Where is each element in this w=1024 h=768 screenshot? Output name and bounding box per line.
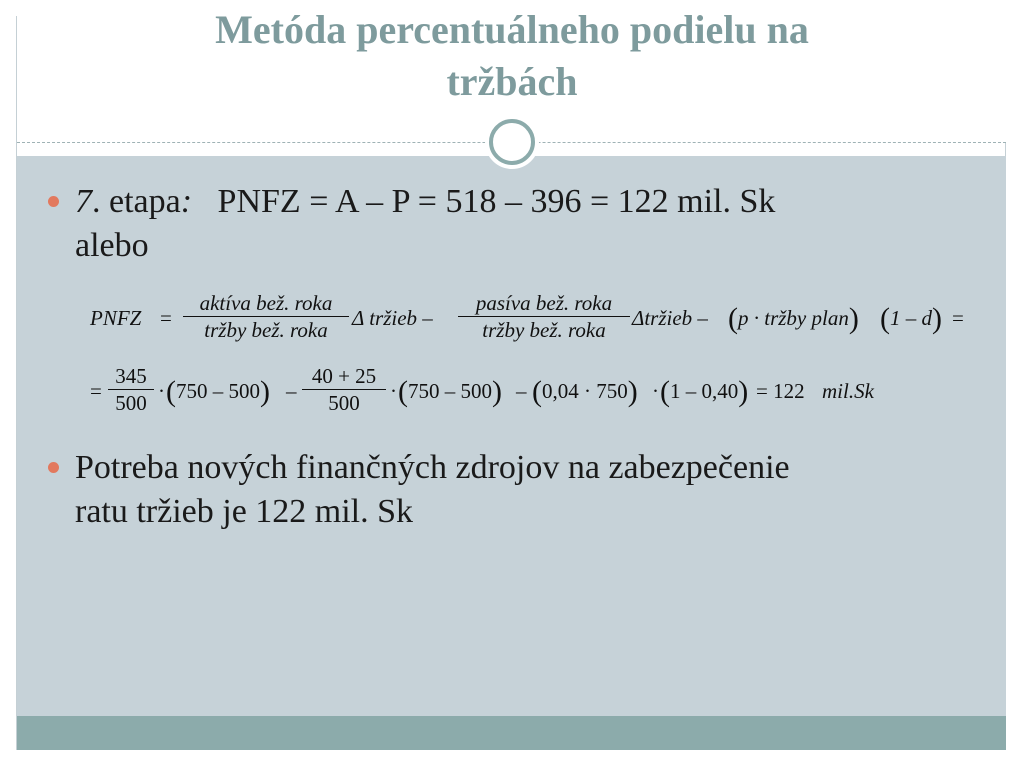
bullet-2-line-2: ratu tržieb je 122 mil. Sk [75, 493, 414, 530]
row2-eq: = [90, 379, 102, 403]
stage-equation: PNFZ = A – P = 518 – 396 = 122 mil. Sk [192, 183, 776, 220]
mult-dot-1: · [158, 379, 165, 403]
delta-sales-1: Δ tržieb – [352, 306, 433, 330]
title-line-2: tržbách [446, 59, 578, 104]
result-unit: mil.Sk [822, 379, 874, 403]
fraction-65-500 [302, 363, 386, 416]
fraction-assets [183, 290, 349, 343]
bullet-dot-1 [48, 196, 59, 207]
stage-colon: : [180, 183, 193, 220]
fraction-345-500 [108, 363, 154, 416]
slide-title [0, 4, 1024, 108]
fraction-num: 40 + 25 [311, 364, 377, 388]
minus-2: – [516, 379, 527, 403]
ring-inner [489, 119, 535, 165]
mult-dot-2: · [390, 379, 397, 403]
term-4: 1 – d [890, 306, 932, 330]
fraction-assets-num: aktíva bež. roka [199, 291, 333, 315]
mult-dot-3: · [652, 379, 659, 403]
fraction-liabilities-den: tržby bež. roka [482, 318, 606, 342]
fraction-num: 345 [115, 364, 147, 388]
bullet-dot-2 [48, 462, 59, 473]
result-value: = 122 [756, 379, 805, 403]
paren-1-content: 750 – 500 [176, 379, 260, 403]
formula-lhs: PNFZ [90, 306, 142, 330]
stage-label: . etapa [92, 183, 181, 220]
formula-eq: = [160, 306, 172, 330]
paren-750-500-b: (750 – 500) [398, 375, 502, 408]
title-line-1: Metóda percentuálneho podielu na [215, 7, 809, 52]
bullet-2-line-1: Potreba nových finančných zdrojov na zabezpečenie [75, 449, 790, 486]
paren-term-3: (p · tržby plan) [728, 302, 859, 335]
fraction-den: 500 [328, 391, 360, 415]
paren-2-content: 750 – 500 [408, 379, 492, 403]
bullet-2-text [75, 446, 975, 534]
paren-4-content: 1 – 0,40 [670, 379, 739, 403]
fraction-den: 500 [115, 391, 147, 415]
paren-1-0-40: (1 – 0,40) [660, 375, 749, 408]
bullet-1-line-1 [75, 180, 975, 224]
term-3: p · tržby plan [738, 306, 849, 330]
paren-750-500-a: (750 – 500) [166, 375, 270, 408]
bullet-1-line-2: alebo [75, 227, 149, 264]
paren-0-04-750: (0,04 · 750) [532, 375, 638, 408]
title-ring-ornament [485, 115, 539, 169]
minus-1: – [286, 379, 297, 403]
stage-number: 7 [75, 183, 92, 220]
footer-bar [17, 716, 1006, 750]
fraction-assets-den: tržby bež. roka [204, 318, 328, 342]
formula-eq-2: = [952, 306, 964, 330]
fraction-liabilities [458, 290, 630, 343]
paren-3-content: 0,04 · 750 [542, 379, 628, 403]
delta-sales-2: Δtržieb – [632, 306, 708, 330]
bullet-1-text [75, 180, 975, 268]
paren-term-4: (1 – d) [880, 302, 942, 335]
fraction-liabilities-num: pasíva bež. roka [475, 291, 613, 315]
